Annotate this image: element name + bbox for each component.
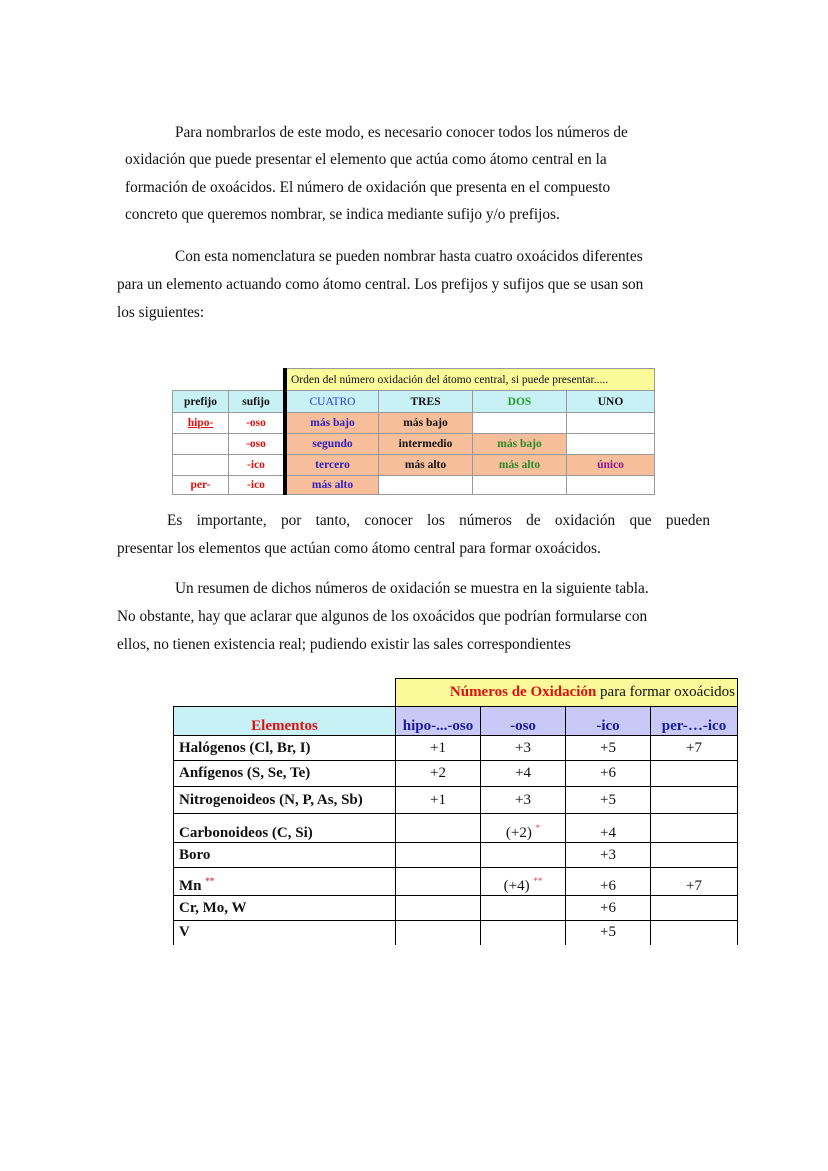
cell [651, 896, 738, 921]
table-row [174, 896, 738, 921]
cell [473, 476, 567, 495]
paragraph-line: para un elemento actuando como átomo central. Los prefijos y sufijos que se usan son [117, 276, 644, 293]
element-name: Anfígenos (S, Se, Te) [174, 761, 396, 787]
cell [396, 814, 481, 843]
cell [651, 921, 738, 945]
cell [379, 476, 473, 495]
cell: intermedio [379, 434, 473, 455]
cell: hipo- [173, 413, 229, 434]
cell: +4 [566, 814, 651, 843]
cell [481, 868, 566, 896]
header-ico: -ico [566, 707, 651, 736]
cell: +6 [566, 868, 651, 896]
paragraph-line: No obstante, hay que aclarar que algunos de los oxoácidos que podrían formularse con [117, 608, 648, 625]
cell: per- [173, 476, 229, 495]
cell: +4 [481, 761, 566, 787]
cell: +7 [651, 736, 738, 761]
paragraph-line: formación de oxoácidos. El número de oxidación que presenta en el compuesto [125, 179, 611, 196]
element-label: Mn [179, 878, 202, 894]
cell [473, 413, 567, 434]
element-name: Halógenos (Cl, Br, I) [174, 736, 396, 761]
paragraph-line: concreto que queremos nombrar, se indica mediante sufijo y/o prefijos. [125, 206, 560, 223]
header-elementos: Elementos [174, 707, 396, 736]
element-name [174, 868, 396, 896]
paragraph-line: Para nombrarlos de este modo, es necesario conocer todos los números de [175, 124, 628, 141]
paragraph-line: Un resumen de dichos números de oxidación se muestra en la siguiente tabla. [175, 580, 649, 597]
paragraph-line: Es importante, por tanto, conocer los números de oxidación que pueden [167, 512, 710, 529]
footnote-mark: * [535, 823, 541, 833]
cell: +1 [396, 736, 481, 761]
header-dos: DOS [473, 391, 567, 413]
cell: único [567, 455, 655, 476]
paragraph-line: los siguientes: [117, 304, 205, 321]
cell: +6 [566, 761, 651, 787]
cell: +3 [481, 787, 566, 814]
header-cuatro: CUATRO [285, 391, 379, 413]
header-hipo-oso: hipo-...-oso [396, 707, 481, 736]
paragraph-line: oxidación que puede presentar el elemento que actúa como átomo central en la [125, 151, 607, 168]
header-tres: TRES [379, 391, 473, 413]
cell: -ico [229, 455, 286, 476]
cell [173, 455, 229, 476]
cell [567, 476, 655, 495]
footnote-mark: ** [533, 876, 543, 886]
cell: +5 [566, 787, 651, 814]
table-row [174, 761, 738, 787]
element-name: V [174, 921, 396, 945]
cell: +6 [566, 896, 651, 921]
prefix-suffix-table [172, 368, 655, 495]
cell-value: (+4) [503, 878, 530, 894]
oxidation-numbers-table [173, 678, 738, 945]
header-oso: -oso [481, 707, 566, 736]
table-row [174, 787, 738, 814]
cell: +5 [566, 921, 651, 945]
cell: más alto [473, 455, 567, 476]
cell [481, 896, 566, 921]
cell [651, 787, 738, 814]
cell [481, 843, 566, 868]
header-per-ico: per-…-ico [651, 707, 738, 736]
table-row [174, 843, 738, 868]
title-rest: para formar oxoácidos [596, 684, 735, 700]
cell: tercero [285, 455, 379, 476]
element-name: Cr, Mo, W [174, 896, 396, 921]
paragraph-line: Con esta nomenclatura se pueden nombrar hasta cuatro oxoácidos diferentes [175, 248, 643, 265]
footnote-mark: ** [205, 876, 215, 886]
table1-title: Orden del número oxidación del átomo central, si puede presentar..... [285, 369, 655, 391]
cell: +7 [651, 868, 738, 896]
cell: más bajo [285, 413, 379, 434]
element-name: Carbonoideos (C, Si) [174, 814, 396, 843]
cell: +5 [566, 736, 651, 761]
cell: +3 [481, 736, 566, 761]
cell: +3 [566, 843, 651, 868]
cell: -ico [229, 476, 286, 495]
cell-value: (+2) [505, 825, 532, 841]
cell [396, 843, 481, 868]
cell [651, 843, 738, 868]
cell: -oso [229, 434, 286, 455]
element-name: Boro [174, 843, 396, 868]
table-row [174, 868, 738, 896]
title-bold: Números de Oxidación [449, 684, 597, 700]
cell: más alto [379, 455, 473, 476]
cell [396, 868, 481, 896]
cell [481, 921, 566, 945]
cell: segundo [285, 434, 379, 455]
cell: +1 [396, 787, 481, 814]
cell [651, 814, 738, 843]
paragraph-line: presentar los elementos que actúan como átomo central para formar oxoácidos. [117, 540, 601, 557]
cell [567, 434, 655, 455]
table2-title [396, 679, 738, 707]
cell: +2 [396, 761, 481, 787]
cell: más bajo [379, 413, 473, 434]
cell: -oso [229, 413, 286, 434]
cell: más alto [285, 476, 379, 495]
paragraph-line: ellos, no tienen existencia real; pudiendo existir las sales correspondientes [117, 636, 571, 653]
cell [651, 761, 738, 787]
table-row [174, 736, 738, 761]
cell [396, 921, 481, 945]
header-uno: UNO [567, 391, 655, 413]
cell [567, 413, 655, 434]
cell: más bajo [473, 434, 567, 455]
element-name: Nitrogenoideos (N, P, As, Sb) [174, 787, 396, 814]
cell [173, 434, 229, 455]
table-row [174, 921, 738, 945]
table-row [174, 814, 738, 843]
cell [481, 814, 566, 843]
header-prefijo: prefijo [173, 391, 229, 413]
header-sufijo: sufijo [229, 391, 286, 413]
cell [396, 896, 481, 921]
